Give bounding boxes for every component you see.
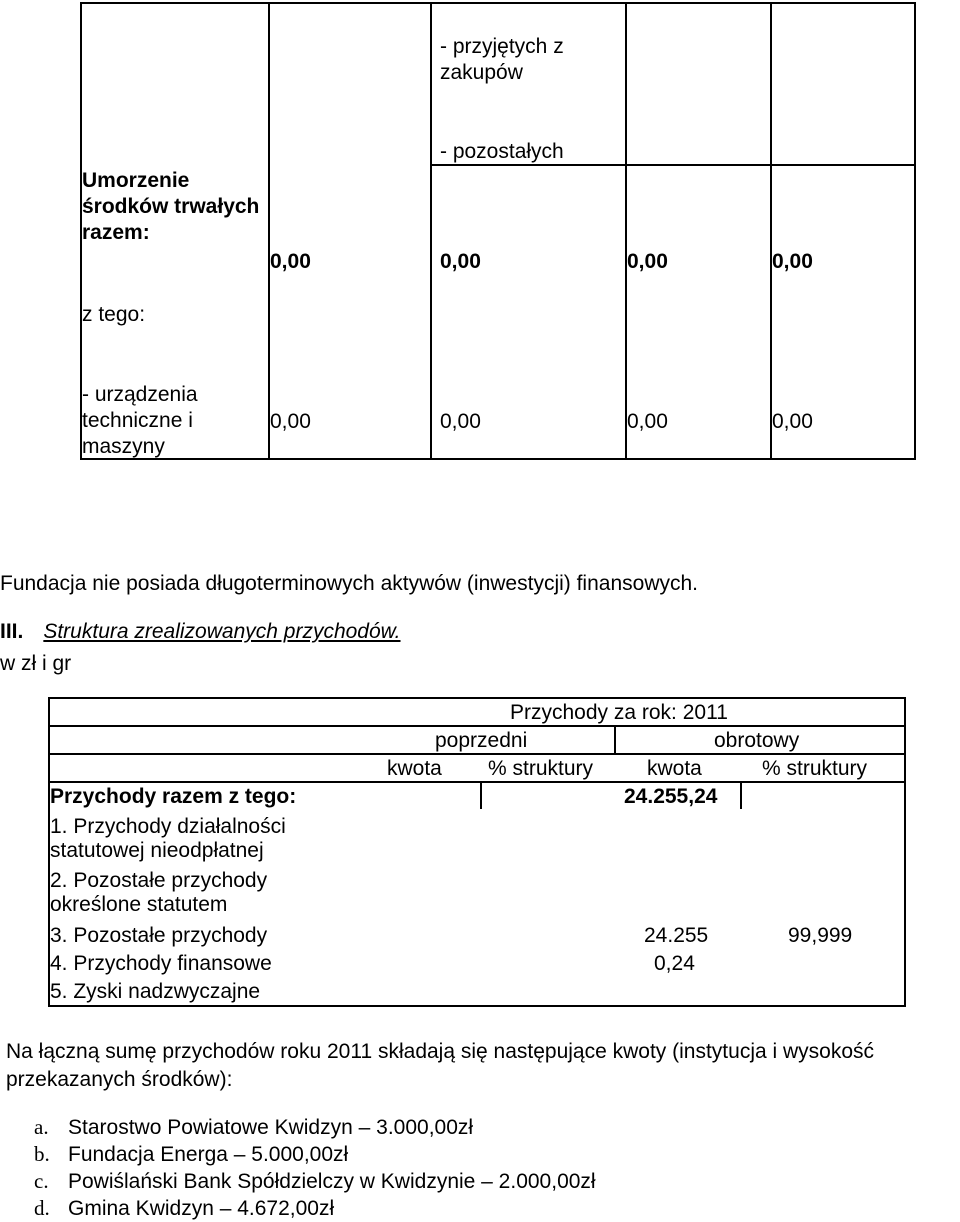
total-value-1: 0,00 xyxy=(270,250,311,273)
table-border xyxy=(625,2,627,460)
header-amount-2: kwota xyxy=(647,757,702,780)
table-border xyxy=(740,781,742,809)
table-border xyxy=(770,2,772,460)
header-previous: poprzedni xyxy=(435,729,528,752)
machines-value-2: 0,00 xyxy=(440,410,481,433)
machines-value-4: 0,00 xyxy=(772,410,813,433)
row-extraordinary-label: 5. Zyski nadzwyczajne xyxy=(50,980,261,1003)
list-item xyxy=(34,1114,596,1141)
row-financial-amount: 0,24 xyxy=(654,952,695,975)
list-item-text: Starostwo Powiatowe Kwidzyn – 3.000,00zł xyxy=(68,1116,474,1139)
section-number: III. xyxy=(0,620,24,643)
list-item xyxy=(34,1141,596,1168)
list-item xyxy=(34,1168,596,1195)
table-border xyxy=(48,1005,906,1007)
unit-label: w zł i gr xyxy=(0,652,72,675)
label-from-purchases: - przyjętych z zakupów xyxy=(440,35,564,84)
table-border xyxy=(268,2,270,460)
table-border xyxy=(430,2,432,460)
row-total-label: Przychody razem z tego: xyxy=(50,785,297,808)
header-pct-1: % struktury xyxy=(488,757,594,780)
table-border xyxy=(904,697,906,1007)
section-title: Struktura zrealizowanych przychodów. xyxy=(43,620,401,643)
row-other-revenue-label: 3. Pozostałe przychody xyxy=(50,924,268,947)
table-border xyxy=(80,2,916,4)
row-financial-label: 4. Przychody finansowe xyxy=(50,952,272,975)
header-amount-1: kwota xyxy=(387,757,442,780)
table-border xyxy=(914,2,916,460)
row-other-statutory-label: 2. Pozostałe przychody określone statutem xyxy=(50,869,268,916)
list-marker: c. xyxy=(34,1169,49,1193)
list-marker: d. xyxy=(34,1196,50,1220)
header-current: obrotowy xyxy=(714,729,800,752)
table-border xyxy=(48,725,906,727)
table-border xyxy=(48,697,906,699)
machines-value-1: 0,00 xyxy=(270,410,311,433)
list-marker: a. xyxy=(34,1115,49,1139)
paragraph-no-financial-assets: Fundacja nie posiada długoterminowych aktywów (inwestycji) finansowych. xyxy=(0,572,698,595)
list-item-text: Gmina Kwidzyn – 4.672,00zł xyxy=(68,1197,335,1220)
row-total-amount: 24.255,24 xyxy=(624,785,718,808)
revenue-note: Na łączną sumę przychodów roku 2011 składają się następujące kwoty (instytucja i wysokość przekazanych środków): xyxy=(6,1040,875,1091)
table-border xyxy=(48,753,906,755)
revenue-table xyxy=(48,697,906,1007)
total-value-4: 0,00 xyxy=(772,250,813,273)
of-which-label: z tego: xyxy=(82,303,146,326)
section-heading xyxy=(0,620,401,644)
fixed-assets-table xyxy=(80,2,916,460)
row-other-revenue-pct: 99,999 xyxy=(788,924,853,947)
label-other: - pozostałych xyxy=(440,140,564,163)
machines-value-3: 0,00 xyxy=(627,410,668,433)
row-other-revenue-amount: 24.255 xyxy=(644,924,709,947)
list-item xyxy=(34,1195,596,1222)
table-border xyxy=(614,725,616,753)
table-border xyxy=(48,781,906,783)
list-item-text: Fundacja Energa – 5.000,00zł xyxy=(68,1143,349,1166)
header-pct-2: % struktury xyxy=(762,757,868,780)
table-border xyxy=(480,781,482,809)
header-year: Przychody za rok: 2011 xyxy=(510,701,728,724)
machines-label: - urządzenia techniczne i maszyny xyxy=(82,383,198,458)
list-item-text: Powiślański Bank Spółdzielczy w Kwidzynie – 2.000,00zł xyxy=(68,1170,596,1193)
row-statutory-label: 1. Przychody działalności statutowej nieodpłatnej xyxy=(50,815,286,862)
donor-list xyxy=(34,1114,596,1222)
list-marker: b. xyxy=(34,1142,50,1166)
total-value-2: 0,00 xyxy=(440,250,481,273)
total-value-3: 0,00 xyxy=(627,250,668,273)
total-depreciation-label: Umorzenie środków trwałych razem: xyxy=(82,169,260,244)
